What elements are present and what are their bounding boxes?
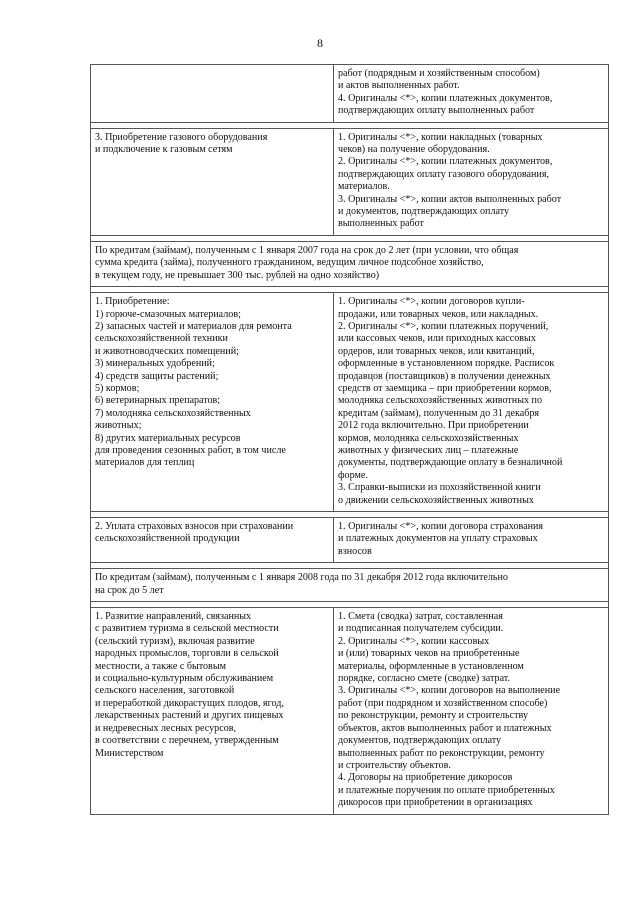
- documents-line: форме.: [338, 469, 368, 481]
- purpose-line: 3) минеральных удобрений;: [95, 358, 215, 370]
- section-header-line: сумма кредита (займа), полученного гражданином, ведущим личное подсобное хозяйство,: [95, 257, 484, 269]
- purpose-cell: [91, 518, 334, 563]
- purpose-line: и переработкой дикорастущих плодов, ягод,: [95, 697, 284, 709]
- documents-line: и актов выполненных работ.: [338, 80, 460, 92]
- purpose-line: 1. Приобретение:: [95, 296, 170, 308]
- documents-line: работ (при подрядном и хозяйственном способе): [338, 697, 548, 709]
- section-header-cell: [91, 241, 609, 286]
- section-header-line: По кредитам (займам), полученным с 1 января 2008 года по 31 декабря 2012 года включительно: [95, 572, 508, 584]
- documents-line: продажи, или товарных чеков, или накладных.: [338, 308, 539, 320]
- documents-line: 3. Справки-выписки из похозяйственной книги: [338, 482, 541, 494]
- purpose-line: Министерством: [95, 747, 164, 759]
- section-header-line: в текущем году, не превышает 300 тыс. рублей на одно хозяйство): [95, 269, 380, 281]
- purpose-cell: [91, 65, 334, 123]
- documents-line: средств от заемщика – при приобретении кормов,: [338, 382, 552, 394]
- documents-line: о движении сельскохозяйственных животных: [338, 494, 534, 506]
- purpose-line: с развитием туризма в сельской местности: [95, 623, 279, 635]
- purpose-line: 8) других материальных ресурсов: [95, 432, 241, 444]
- section-header-row: [91, 569, 609, 602]
- documents-line: 4. Договоры на приобретение дикоросов: [338, 772, 513, 784]
- page-number: 8: [317, 36, 323, 50]
- table-row: [91, 293, 609, 512]
- purpose-cell: [91, 608, 334, 815]
- purpose-line: и социально-культурным обслуживанием: [95, 673, 274, 685]
- table-row: [91, 128, 609, 235]
- purpose-line: 1. Развитие направлений, связанных: [95, 611, 252, 623]
- documents-line: и платежные поручения по оплате приобретенных: [338, 784, 555, 796]
- documents-line: и (или) товарных чеков на приобретенные: [338, 648, 520, 660]
- purpose-line: местности, а также с бытовым: [95, 660, 226, 672]
- section-header-line: на срок до 5 лет: [95, 584, 164, 596]
- documents-line: 2. Оригиналы <*>, копии платежных документов,: [338, 156, 553, 168]
- purpose-line: материалов для теплиц: [95, 457, 195, 469]
- documents-cell: [334, 518, 609, 563]
- purpose-line: животных;: [95, 420, 142, 432]
- documents-line: молодняка сельскохозяйственных животных по: [338, 395, 542, 407]
- table-row: [91, 608, 609, 815]
- documents-line: 1. Оригиналы <*>, копии договора страхования: [338, 521, 544, 532]
- documents-line: кормов, молодняка сельскохозяйственных: [338, 432, 519, 444]
- purpose-line: сельскохозяйственной продукции: [95, 533, 240, 545]
- section-header-cell: [91, 569, 609, 602]
- documents-line: объектов, актов выполненных работ и платежных: [338, 722, 552, 734]
- purpose-cell: [91, 128, 334, 235]
- purpose-line: для проведения сезонных работ, в том числе: [95, 444, 286, 456]
- purpose-line: 2. Уплата страховых взносов при страховании: [95, 521, 294, 532]
- purpose-line: 1) горюче-смазочных материалов;: [95, 308, 241, 320]
- purpose-line: 2) запасных частей и материалов для ремонта: [95, 320, 292, 332]
- documents-line: 3. Оригиналы <*>, копии актов выполненных работ: [338, 193, 562, 205]
- documents-line: 2. Оригиналы <*>, копии кассовых: [338, 635, 490, 647]
- purpose-line: и животноводческих помещений;: [95, 345, 239, 357]
- documents-line: подтверждающих оплату газового оборудования,: [338, 168, 549, 180]
- documents-line: 2. Оригиналы <*>, копии платежных поручений,: [338, 320, 549, 332]
- purpose-line: 4) средств защиты растений;: [95, 370, 219, 382]
- documents-cell: [334, 128, 609, 235]
- documents-line: документов, подтверждающих оплату: [338, 735, 502, 747]
- documents-line: дикоросов при приобретении в организациях: [338, 797, 533, 809]
- table-row: [91, 518, 609, 563]
- purpose-line: 3. Приобретение газового оборудования: [95, 131, 268, 143]
- purpose-cell: [91, 293, 334, 512]
- documents-line: или кассовых чеков, или приходных кассовых: [338, 333, 536, 345]
- documents-table: [90, 64, 609, 815]
- purpose-line: народных промыслов, торговли в сельской: [95, 648, 279, 660]
- documents-line: чеков) на получение оборудования.: [338, 144, 490, 156]
- purpose-line: в соответствии с перечнем, утвержденным: [95, 735, 279, 747]
- documents-line: и строительству объектов.: [338, 759, 451, 771]
- documents-line: животных у физических лиц – платежные: [338, 444, 519, 456]
- purpose-line: 7) молодняка сельскохозяйственных: [95, 407, 251, 419]
- documents-line: 1. Смета (сводка) затрат, составленная: [338, 611, 503, 623]
- documents-line: 1. Оригиналы <*>, копии накладных (товарных: [338, 131, 543, 143]
- documents-line: документы, подтверждающие оплату в безналичной: [338, 457, 563, 469]
- documents-line: продавцов (поставщиков) в получении денежных: [338, 370, 551, 382]
- section-header-line: По кредитам (займам), полученным с 1 января 2007 года на срок до 2 лет (при условии, что общая: [95, 244, 519, 256]
- documents-line: 2012 года включительно. При приобретении: [338, 420, 529, 432]
- documents-cell: [334, 293, 609, 512]
- purpose-line: сельскохозяйственной техники: [95, 333, 228, 345]
- purpose-line: и недревесных лесных ресурсов,: [95, 722, 237, 734]
- documents-line: и платежных документов на уплату страховых: [338, 533, 538, 545]
- purpose-line: и подключение к газовым сетям: [95, 144, 233, 156]
- documents-line: 3. Оригиналы <*>, копии договоров на выполнение: [338, 685, 561, 697]
- documents-line: взносов: [338, 545, 372, 557]
- purpose-line: 5) кормов;: [95, 382, 140, 394]
- documents-line: работ (подрядным и хозяйственным способом): [338, 68, 540, 79]
- documents-line: и подписанная получателем субсидии.: [338, 623, 504, 635]
- documents-line: ордеров, или товарных чеков, или квитанций,: [338, 345, 535, 357]
- documents-line: и документов, подтверждающих оплату: [338, 206, 510, 218]
- purpose-line: лекарственных растений и других пищевых: [95, 710, 284, 722]
- section-header-row: [91, 241, 609, 286]
- purpose-line: (сельский туризм), включая развитие: [95, 635, 255, 647]
- documents-line: оформленные в установленном порядке. Расписок: [338, 358, 555, 370]
- documents-line: порядке, согласно смете (сводке) затрат.: [338, 673, 510, 685]
- documents-line: материалы, оформленные в установленном: [338, 660, 524, 672]
- documents-line: материалов.: [338, 181, 390, 193]
- documents-line: выполненных работ: [338, 218, 424, 230]
- documents-line: выполненных работ по реконструкции, ремонту: [338, 747, 545, 759]
- documents-cell: [334, 608, 609, 815]
- documents-line: по реконструкции, ремонту и строительству: [338, 710, 529, 722]
- documents-line: кредитам (займам), полученным до 31 декабря: [338, 407, 540, 419]
- table-row: [91, 65, 609, 123]
- documents-cell: [334, 65, 609, 123]
- purpose-line: сельского населения, заготовкой: [95, 685, 235, 697]
- documents-line: подтверждающих оплату выполненных работ: [338, 105, 535, 117]
- documents-line: 4. Оригиналы <*>, копии платежных документов,: [338, 92, 553, 104]
- purpose-line: 6) ветеринарных препаратов;: [95, 395, 221, 407]
- documents-line: 1. Оригиналы <*>, копии договоров купли-: [338, 296, 525, 308]
